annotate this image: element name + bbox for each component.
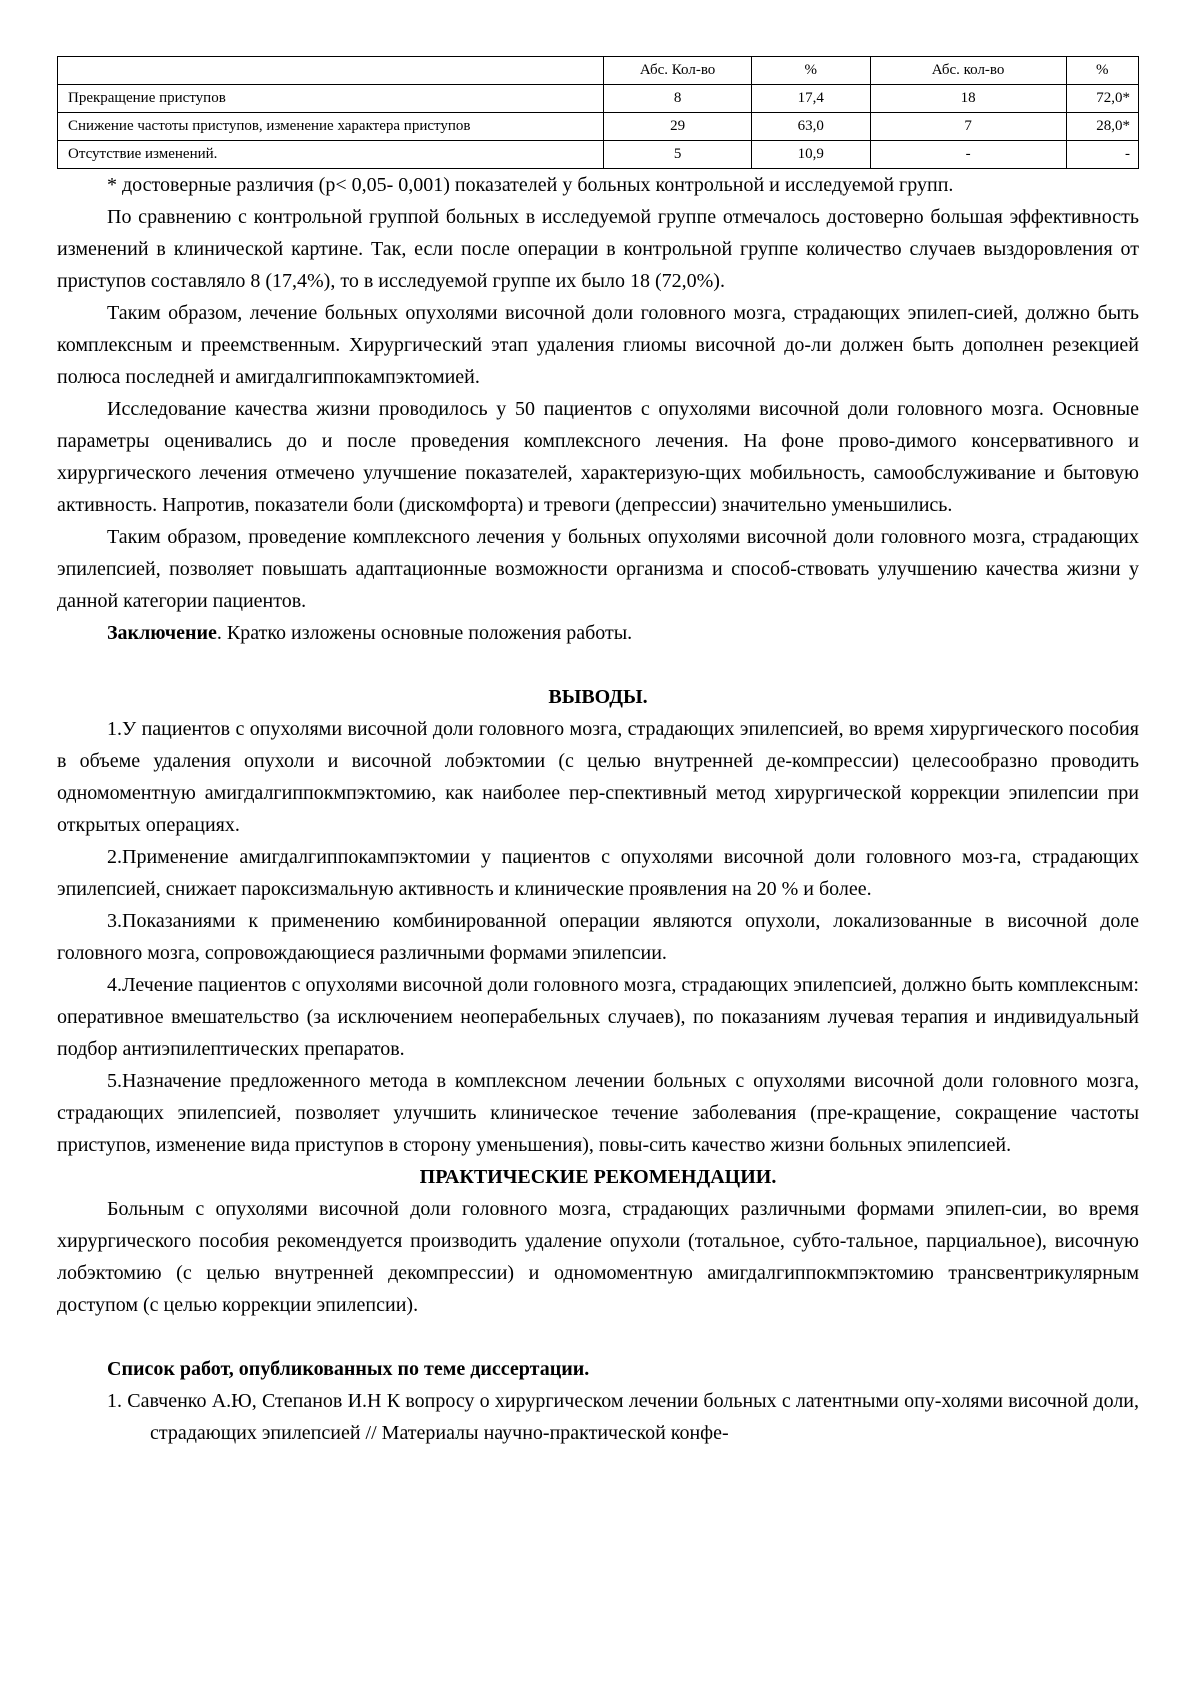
table-header-row: [58, 57, 1139, 85]
table-cell: 17,4: [751, 85, 870, 113]
table-cell: 7: [870, 113, 1066, 141]
table-row: [58, 113, 1139, 141]
spacer: [57, 649, 1139, 681]
table-cell: 18: [870, 85, 1066, 113]
table-cell: 8: [604, 85, 752, 113]
table-cell: 72,0*: [1066, 85, 1138, 113]
publication-item: 1. Савченко А.Ю, Степанов И.Н К вопросу о хирургическом лечении больных с латентными опу-холями височной доли, страдающих эпилепсией // Материалы научно-практической конфе-: [107, 1390, 1139, 1444]
conclusion-label: Заключение: [107, 622, 217, 644]
table-cell: 5: [604, 141, 752, 169]
body-paragraph: Исследование качества жизни проводилось у 50 пациентов с опухолями височной доли головного мозга. Основные параметры оценивались до и после проведения комплексного лечения. На фоне прово-димого консервативного и хирургического лечения отмечено улучшение показателей, характеризую-щих мобильность, самообслуживание и бытовую активность. Напротив, показатели боли (дискомфорта) и тревоги (депрессии) значительно уменьшились.: [57, 398, 1139, 516]
table-header-cell: Абс. кол-во: [870, 57, 1066, 85]
spacer: [57, 1321, 1139, 1353]
conclusion-item: 4.Лечение пациентов с опухолями височной доли головного мозга, страдающих эпилепсией, должно быть комплексным: оперативное вмешательство (за исключением неоперабельных случаев), по показаниям лучевая терапия и индивидуальный подбор антиэпилептических препаратов.: [57, 974, 1139, 1060]
body-paragraph: По сравнению с контрольной группой больных в исследуемой группе отмечалось достоверно большая эффективность изменений в клинической картине. Так, если после операции в контрольной группе количество случаев выздоровления от приступов составляло 8 (17,4%), то в исследуемой группе их было 18 (72,0%).: [57, 206, 1139, 292]
table-header-cell: %: [751, 57, 870, 85]
table-header-cell: %: [1066, 57, 1138, 85]
conclusion-item: 3.Показаниями к применению комбинированной операции являются опухоли, локализованные в височной доле головного мозга, сопровождающиеся различными формами эпилепсии.: [57, 910, 1139, 964]
table-footnote: * достоверные различия (р< 0,05- 0,001) показателей у больных контрольной и исследуемой групп.: [107, 174, 954, 196]
table-row-label: Снижение частоты приступов, изменение характера приступов: [58, 113, 604, 141]
conclusion-item: 2.Применение амигдалгиппокампэктомии у пациентов с опухолями височной доли головного моз-га, страдающих эпилепсией, снижает пароксизмальную активность и клинические проявления на 20 % и более.: [57, 846, 1139, 900]
table-row: [58, 85, 1139, 113]
conclusion-item: 5.Назначение предложенного метода в комплексном лечении больных с опухолями височной доли головного мозга, страдающих эпилепсией, позволяет улучшить клиническое течение заболевания (пре-кращение, сокращение частоты приступов, изменение вида приступов в сторону уменьшения), повы-сить качество жизни больных эпилепсией.: [57, 1070, 1139, 1156]
table-cell: 10,9: [751, 141, 870, 169]
recommendations-heading: ПРАКТИЧЕСКИЕ РЕКОМЕНДАЦИИ.: [419, 1166, 777, 1188]
conclusion-text: . Кратко изложены основные положения работы.: [216, 622, 633, 644]
table-header-cell: [58, 57, 604, 85]
table-cell: 29: [604, 113, 752, 141]
table-cell: 63,0: [751, 113, 870, 141]
table-header-cell: Абс. Кол-во: [604, 57, 752, 85]
publications-heading: Список работ, опубликованных по теме диссертации.: [107, 1358, 590, 1380]
conclusion-item: 1.У пациентов с опухолями височной доли головного мозга, страдающих эпилепсией, во время хирургического пособия в объеме удаления опухоли и височной лобэктомии (с целью внутренней де-компрессии) целесообразно проводить одномоментную амигдалгиппокмпэктомию, как наиболее пер-спективный метод хирургической коррекции эпилепсии при открытых операциях.: [57, 718, 1139, 836]
conclusion-paragraph: [57, 617, 1139, 649]
table-row: [58, 141, 1139, 169]
conclusions-heading: ВЫВОДЫ.: [548, 686, 648, 708]
table-row-label: Отсутствие изменений.: [58, 141, 604, 169]
recommendations-paragraph: Больным с опухолями височной доли головного мозга, страдающих различными формами эпилеп-сии, во время хирургического пособия рекомендуется производить удаление опухоли (тотальное, субто-тальное, парциальное), височную лобэктомию (с целью внутренней декомпрессии) и одномоментную амигдалгиппокмпэктомию трансвентрикулярным доступом (с целью коррекции эпилепсии).: [57, 1198, 1139, 1316]
table-row-label: Прекращение приступов: [58, 85, 604, 113]
results-table: [57, 56, 1139, 169]
table-cell: -: [870, 141, 1066, 169]
table-cell: -: [1066, 141, 1138, 169]
document-page: [57, 56, 1139, 1449]
body-paragraph: Таким образом, лечение больных опухолями височной доли головного мозга, страдающих эпилеп-сией, должно быть комплексным и преемственным. Хирургический этап удаления глиомы височной до-ли должен быть дополнен резекцией полюса последней и амигдалгиппокампэктомией.: [57, 302, 1139, 388]
table-cell: 28,0*: [1066, 113, 1138, 141]
body-paragraph: Таким образом, проведение комплексного лечения у больных опухолями височной доли головного мозга, страдающих эпилепсией, позволяет повышать адаптационные возможности организма и способ-ствовать улучшению качества жизни у данной категории пациентов.: [57, 526, 1139, 612]
